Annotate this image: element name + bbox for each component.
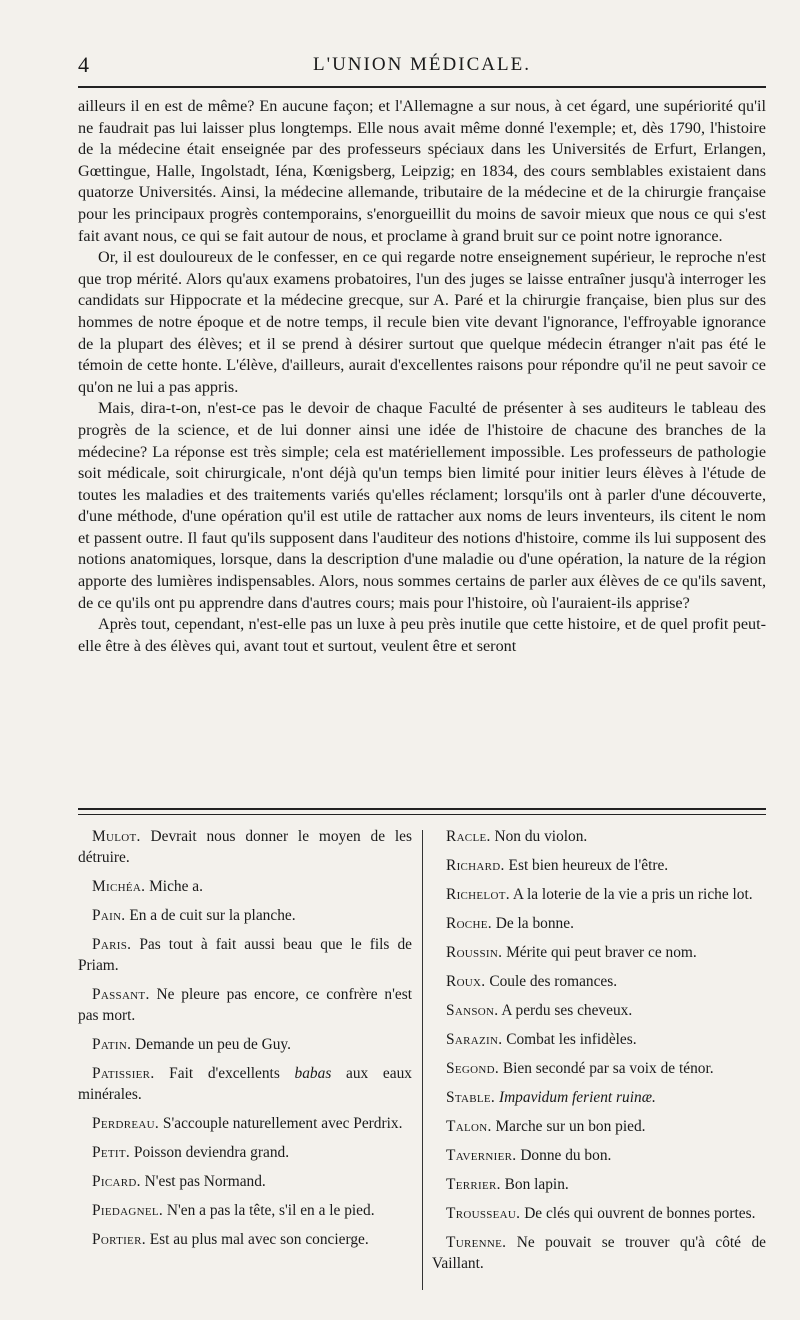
entry-name: Sanson. bbox=[446, 1002, 499, 1019]
entry-text: Combat les infidèles. bbox=[506, 1031, 637, 1048]
feuilleton-entry bbox=[78, 1171, 412, 1192]
entry-name: Roche. bbox=[446, 915, 492, 932]
entry-text: A la loterie de la vie a pris un riche lot. bbox=[512, 886, 753, 903]
feuilleton-entry bbox=[78, 876, 412, 897]
feuilleton-entry bbox=[432, 1058, 766, 1079]
entry-text: Mérite qui peut braver ce nom. bbox=[506, 944, 697, 961]
feuilleton-rule bbox=[78, 808, 766, 815]
entry-text: Ne pleure pas encore, ce confrère n'est pas mort. bbox=[78, 986, 412, 1024]
feuilleton-entry bbox=[432, 1087, 766, 1108]
feuilleton-entry bbox=[78, 905, 412, 926]
entry-name: Roussin. bbox=[446, 944, 503, 961]
entry-text: De la bonne. bbox=[495, 915, 574, 932]
feuilleton-entry bbox=[432, 1174, 766, 1195]
feuilleton-entry bbox=[432, 942, 766, 963]
entry-text: Donne du bon. bbox=[520, 1147, 612, 1164]
entry-text: N'est pas Normand. bbox=[144, 1173, 266, 1190]
page-header bbox=[78, 52, 766, 82]
feuilleton-entry bbox=[78, 826, 412, 868]
entry-text: Marche sur un bon pied. bbox=[495, 1118, 646, 1135]
entry-text: Coule des romances. bbox=[489, 973, 618, 990]
entry-text: Devrait nous donner le moyen de les détruire. bbox=[78, 828, 412, 866]
feuilleton-entry bbox=[432, 855, 766, 876]
entry-text: N'en a pas la tête, s'il en a le pied. bbox=[166, 1202, 375, 1219]
paragraph: Après tout, cependant, n'est-elle pas un luxe à peu près inutile que cette histoire, et de quel profit peut-elle être à des élèves qui, avant tout et surtout, veulent être et seront bbox=[78, 615, 766, 655]
entry-text: Ne pouvait se trouver qu'à côté de Vaillant. bbox=[432, 1234, 766, 1272]
entry-italic: babas bbox=[294, 1065, 332, 1082]
feuilleton-entry bbox=[432, 971, 766, 992]
feuilleton-entry bbox=[78, 1034, 412, 1055]
entry-text: S'accouple naturellement avec Perdrix. bbox=[162, 1115, 403, 1132]
feuilleton-left-column bbox=[78, 826, 412, 1258]
feuilleton-entry bbox=[78, 1063, 412, 1105]
entry-text: Bien secondé par sa voix de ténor. bbox=[502, 1060, 714, 1077]
entry-text: Bon lapin. bbox=[504, 1176, 569, 1193]
entry-text: Est bien heureux de l'être. bbox=[508, 857, 669, 874]
entry-text: Est au plus mal avec son concierge. bbox=[149, 1231, 369, 1248]
entry-text: Fait d'excellents bbox=[169, 1065, 295, 1082]
feuilleton-entry bbox=[432, 1145, 766, 1166]
page-number: 4 bbox=[78, 52, 89, 77]
feuilleton-entry bbox=[78, 1113, 412, 1134]
entry-name: Trousseau. bbox=[446, 1205, 521, 1222]
feuilleton-entry bbox=[432, 1203, 766, 1224]
feuilleton-entry bbox=[432, 1029, 766, 1050]
entry-italic: Impavidum ferient ruinæ. bbox=[498, 1089, 656, 1106]
feuilleton-right-column bbox=[432, 826, 766, 1282]
feuilleton-entry bbox=[432, 913, 766, 934]
entry-name: Richelot. bbox=[446, 886, 510, 903]
feuilleton-entry bbox=[78, 984, 412, 1026]
entry-name: Patissier. bbox=[92, 1065, 155, 1082]
entry-name: Turenne. bbox=[446, 1234, 507, 1251]
entry-text-end: aux eaux minérales. bbox=[78, 1065, 412, 1103]
entry-name: Tavernier. bbox=[446, 1147, 517, 1164]
entry-name: Picard. bbox=[92, 1173, 141, 1190]
feuilleton-entry bbox=[432, 826, 766, 847]
main-article bbox=[78, 96, 766, 657]
entry-name: Racle. bbox=[446, 828, 491, 845]
entry-name: Richard. bbox=[446, 857, 505, 874]
entry-text: Non du violon. bbox=[494, 828, 588, 845]
feuilleton-entry bbox=[432, 1000, 766, 1021]
entry-name: Patin. bbox=[92, 1036, 132, 1053]
entry-name: Roux. bbox=[446, 973, 486, 990]
entry-name: Perdreau. bbox=[92, 1115, 160, 1132]
feuilleton-entry bbox=[78, 1142, 412, 1163]
feuilleton-entry bbox=[78, 1229, 412, 1250]
paragraph: ailleurs il en est de même? En aucune façon; et l'Allemagne a sur nous, à cet égard, une supériorité qu'il ne faudrait pas lui laisser plus longtemps. Elle nous avait même donné l'exemple; et, dès 1790, l'histoire de la médecine était enseignée par des professeurs spéciaux dans les Universités de Erfurt, Erlangen, Gœttingue, Halle, Ingolstadt, Iéna, Kœnigsberg, Leipzig; en 1834, des cours semblables existaient dans quatorze Universités. Ainsi, la médecine allemande, tributaire de la médecine et de la chirurgie française pour les principaux progrès contemporains, s'enorgueillit du moins de savoir mieux que nous ce qui s'est fait avant nous, ce qui se fait autour de nous, et proclame à grand bruit sur ce point notre ignorance. bbox=[78, 97, 766, 245]
entry-text: De clés qui ouvrent de bonnes portes. bbox=[524, 1205, 756, 1222]
entry-name: Stable. bbox=[446, 1089, 496, 1106]
entry-text: A perdu ses cheveux. bbox=[501, 1002, 633, 1019]
entry-text: Demande un peu de Guy. bbox=[135, 1036, 291, 1053]
entry-name: Paris. bbox=[92, 936, 132, 953]
entry-name: Segond. bbox=[446, 1060, 500, 1077]
entry-name: Pain. bbox=[92, 907, 126, 924]
entry-text: Pas tout à fait aussi beau que le fils de Priam. bbox=[78, 936, 412, 974]
header-rule bbox=[78, 86, 766, 88]
paragraph: Or, il est douloureux de le confesser, en ce qui regarde notre enseignement supérieur, le reproche n'est que trop mérité. Alors qu'aux examens probatoires, l'un des juges se laisse entraîner jusqu'à interroger les candidats sur Hippocrate et la médecine grecque, sur A. Paré et la chirurgie française, bien plus sur des hommes de notre époque et de notre temps, il recule bien vite devant l'ignorance, l'effroyable ignorance de la plupart des élèves; et il se prend à désirer surtout que quelque médecin étranger n'ait pas été le témoin de cette honte. L'élève, d'ailleurs, aurait d'excellentes raisons pour répondre qu'il ne peut savoir ce qu'on ne lui a pas appris. bbox=[78, 248, 766, 396]
entry-name: Petit. bbox=[92, 1144, 131, 1161]
column-divider bbox=[422, 830, 423, 1290]
feuilleton-entry bbox=[78, 934, 412, 976]
entry-name: Piedagnel. bbox=[92, 1202, 164, 1219]
feuilleton-entry bbox=[432, 884, 766, 905]
entry-text: En a de cuit sur la planche. bbox=[129, 907, 296, 924]
entry-text: Poisson deviendra grand. bbox=[133, 1144, 290, 1161]
feuilleton-entry bbox=[432, 1116, 766, 1137]
entry-name: Terrier. bbox=[446, 1176, 501, 1193]
feuilleton-entry bbox=[78, 1200, 412, 1221]
entry-name: Passant. bbox=[92, 986, 150, 1003]
feuilleton-entry bbox=[432, 1232, 766, 1274]
running-title: L'UNION MÉDICALE. bbox=[313, 54, 531, 75]
entry-name: Michéa. bbox=[92, 878, 146, 895]
entry-text: Miche a. bbox=[149, 878, 203, 895]
entry-name: Sarazin. bbox=[446, 1031, 503, 1048]
entry-name: Mulot. bbox=[92, 828, 141, 845]
entry-name: Talon. bbox=[446, 1118, 492, 1135]
entry-name: Portier. bbox=[92, 1231, 146, 1248]
paragraph: Mais, dira-t-on, n'est-ce pas le devoir de chaque Faculté de présenter à ses auditeurs le tableau des progrès de la science, et de lui donner ainsi une idée de l'histoire de chacune des branches de la médecine? La réponse est très simple; cela est matériellement impossible. Les professeurs de pathologie soit médicale, soit chirurgicale, n'ont déjà qu'un temps bien limité pour initier leurs élèves à l'étude de toutes les maladies et des traitements variés qu'elles réclament; lorsqu'ils ont à parler d'une découverte, d'une méthode, d'une opération qu'il est utile de rattacher aux noms de leurs inventeurs, ils citent le nom et passent outre. Il faut qu'ils supposent dans l'auditeur des notions d'histoire, comme ils lui supposent des notions anatomiques, lorsque, dans la description d'une maladie ou d'une opération, la nature de la région apporte des lumières indispensables. Alors, nous sommes certains de parler aux élèves de ce qu'ils savent, de ce qu'ils ont pu apprendre dans d'autres cours; mais pour l'histoire, où l'auraient-ils apprise? bbox=[78, 399, 766, 612]
